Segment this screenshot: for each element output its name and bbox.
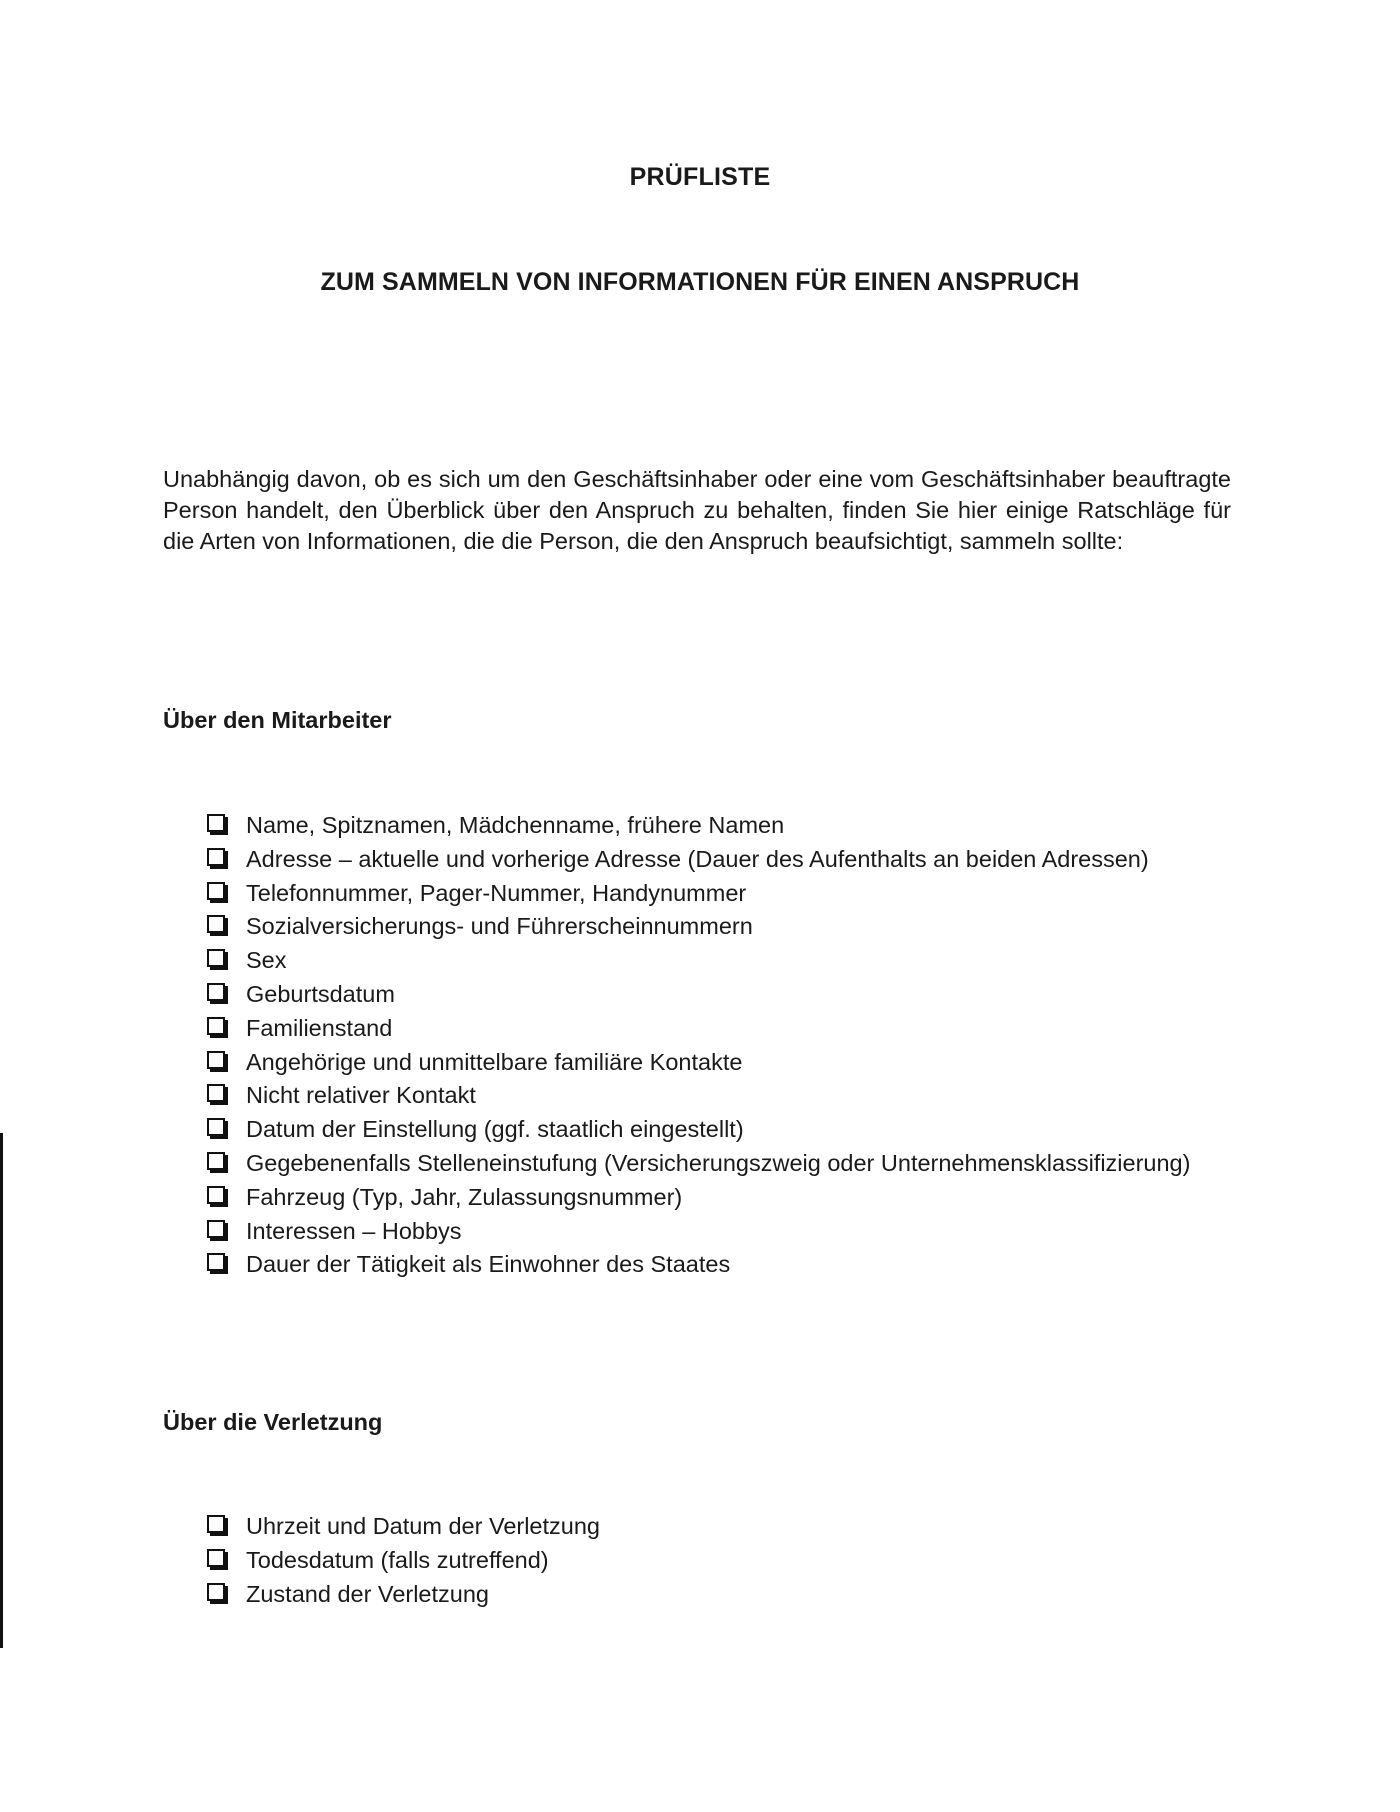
checkbox-icon[interactable] bbox=[207, 1017, 225, 1035]
page-subtitle: ZUM SAMMELN VON INFORMATIONEN FÜR EINEN ANSPRUCH bbox=[320, 268, 1080, 296]
checklist-item[interactable] bbox=[207, 1148, 1217, 1178]
checkbox-icon[interactable] bbox=[207, 882, 225, 900]
checklist-item[interactable] bbox=[207, 1511, 1217, 1541]
checklist-item-label: Nicht relativer Kontakt bbox=[246, 1082, 476, 1109]
checkbox-icon[interactable] bbox=[207, 1253, 225, 1271]
section-heading-injury: Über die Verletzung bbox=[163, 1409, 383, 1435]
checkbox-icon[interactable] bbox=[207, 1051, 225, 1069]
checklist-injury bbox=[207, 1511, 1217, 1612]
checklist-item-label: Name, Spitznamen, Mädchenname, frühere Namen bbox=[246, 812, 785, 838]
checklist-item[interactable] bbox=[207, 979, 1217, 1009]
checkbox-icon[interactable] bbox=[207, 1220, 225, 1238]
checklist-item-label: Interessen – Hobbys bbox=[246, 1217, 462, 1244]
checklist-item-label: Datum der Einstellung (ggf. staatlich eingestellt) bbox=[246, 1116, 744, 1143]
checkbox-icon[interactable] bbox=[207, 1583, 225, 1601]
checklist-item[interactable] bbox=[207, 810, 1217, 840]
checklist-item[interactable] bbox=[207, 945, 1217, 975]
checklist-item[interactable] bbox=[207, 1249, 1217, 1279]
checkbox-icon[interactable] bbox=[207, 983, 225, 1001]
checklist-item-label: Zustand der Verletzung bbox=[246, 1580, 489, 1607]
intro-paragraph: Unabhängig davon, ob es sich um den Geschäftsinhaber oder eine vom Geschäftsinhaber beauftragte Person handelt, den Überblick über den Anspruch zu behalten, finden Sie hier einige Ratschläge für die Arten von Informationen, die die Person, die den Anspruch beaufsichtigt, sammeln sollte: bbox=[163, 466, 1231, 554]
checkbox-icon[interactable] bbox=[207, 1118, 225, 1136]
checkbox-icon[interactable] bbox=[207, 848, 225, 866]
checklist-item-label: Familienstand bbox=[246, 1014, 393, 1041]
checklist-item[interactable] bbox=[207, 1579, 1217, 1609]
scan-edge-bar bbox=[0, 1133, 3, 1648]
checklist-item[interactable] bbox=[207, 878, 1217, 908]
checklist-item[interactable] bbox=[207, 1545, 1217, 1575]
checklist-item[interactable] bbox=[207, 1013, 1217, 1043]
checklist-item-label: Uhrzeit und Datum der Verletzung bbox=[246, 1513, 600, 1539]
checklist-item[interactable] bbox=[207, 1182, 1217, 1212]
checklist-item[interactable] bbox=[207, 1047, 1217, 1077]
checklist-item-label: Gegebenenfalls Stelleneinstufung (Versicherungszweig oder Unternehmensklassifizierung) bbox=[246, 1149, 1191, 1176]
checklist-employee bbox=[207, 810, 1217, 1283]
checkbox-icon[interactable] bbox=[207, 1186, 225, 1204]
checklist-item[interactable] bbox=[207, 1216, 1217, 1246]
checkbox-icon[interactable] bbox=[207, 1084, 225, 1102]
checklist-item-label: Dauer der Tätigkeit als Einwohner des Staates bbox=[246, 1251, 731, 1278]
checkbox-icon[interactable] bbox=[207, 1152, 225, 1170]
checklist-item-label: Telefonnummer, Pager-Nummer, Handynummer bbox=[246, 879, 747, 906]
section-heading-employee: Über den Mitarbeiter bbox=[163, 707, 392, 733]
checkbox-icon[interactable] bbox=[207, 915, 225, 933]
checklist-item-label: Fahrzeug (Typ, Jahr, Zulassungsnummer) bbox=[246, 1183, 683, 1210]
checklist-item[interactable] bbox=[207, 1080, 1217, 1110]
checklist-item-label: Todesdatum (falls zutreffend) bbox=[246, 1546, 549, 1573]
checklist-item[interactable] bbox=[207, 911, 1217, 941]
checkbox-icon[interactable] bbox=[207, 949, 225, 967]
checklist-item-label: Geburtsdatum bbox=[246, 980, 395, 1007]
checkbox-icon[interactable] bbox=[207, 814, 225, 832]
checkbox-icon[interactable] bbox=[207, 1515, 225, 1533]
checkbox-icon[interactable] bbox=[207, 1549, 225, 1567]
checklist-item-label: Angehörige und unmittelbare familiäre Kontakte bbox=[246, 1048, 743, 1075]
checklist-item-label: Sozialversicherungs- und Führerscheinnummern bbox=[246, 913, 753, 940]
checklist-item[interactable] bbox=[207, 1114, 1217, 1144]
checklist-item-label: Sex bbox=[246, 947, 287, 974]
checklist-item-label: Adresse – aktuelle und vorherige Adresse (Dauer des Aufenthalts an beiden Adressen) bbox=[246, 845, 1149, 872]
page-title: PRÜFLISTE bbox=[629, 163, 771, 191]
checklist-item[interactable] bbox=[207, 844, 1217, 874]
